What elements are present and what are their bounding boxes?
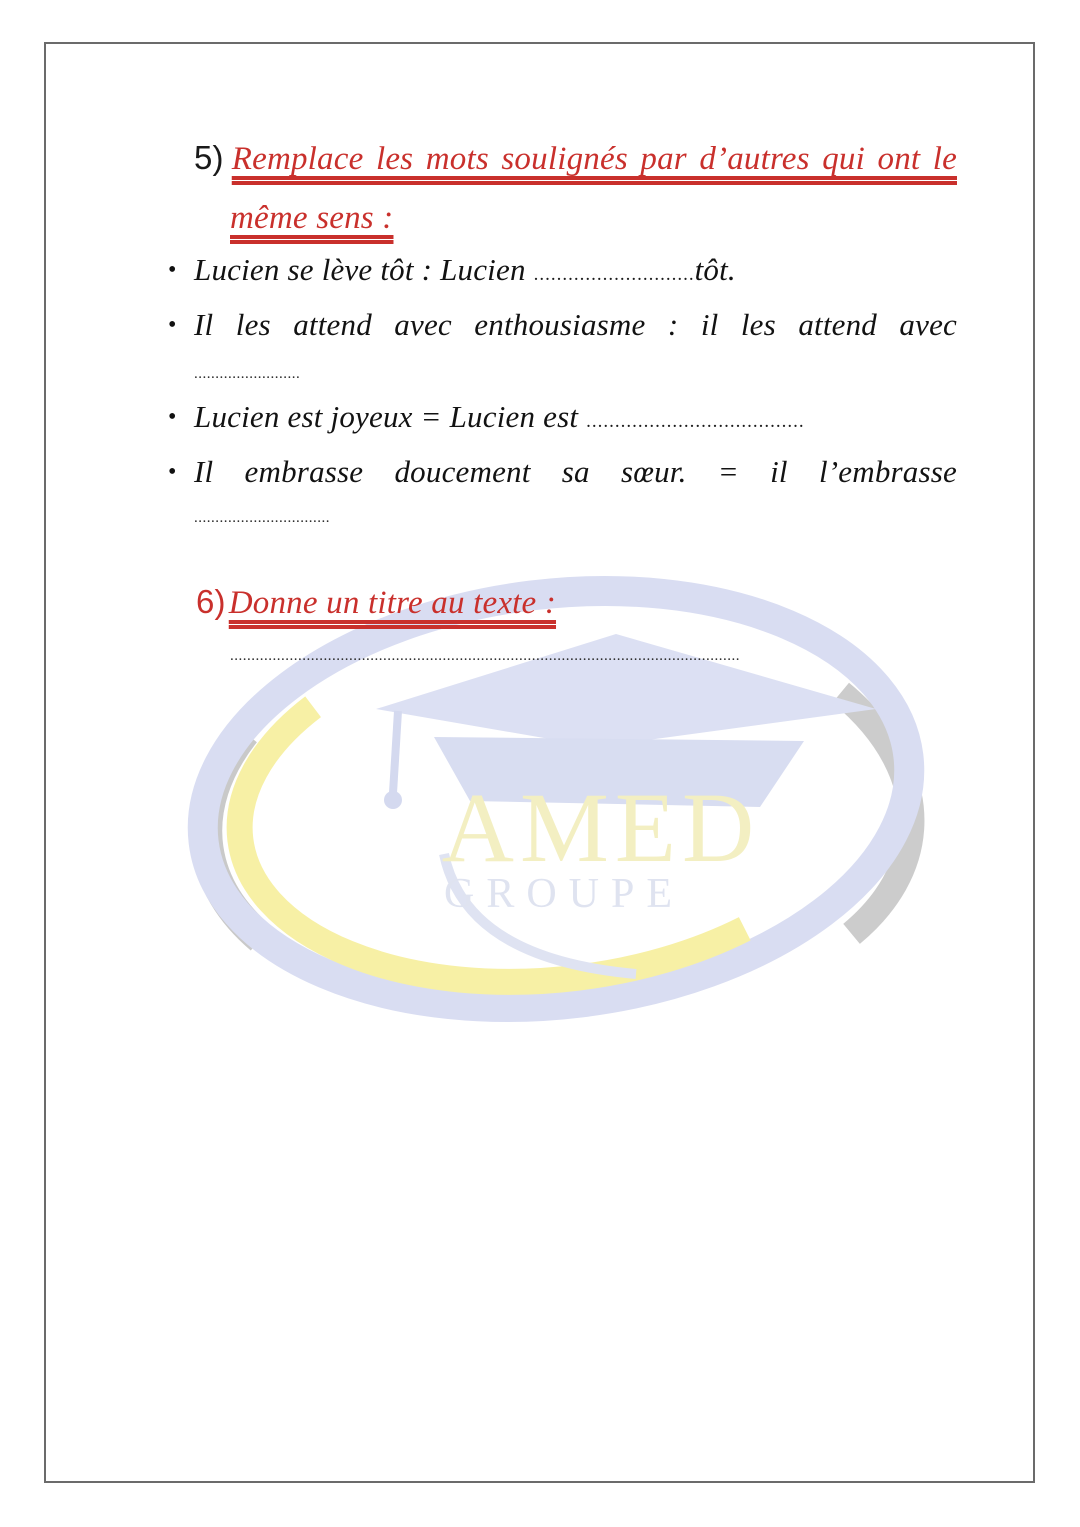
bullet1-text-end: tôt. [694, 252, 736, 287]
watermark-subtitle-text: GROUPE [443, 871, 685, 917]
bullet4-answer-line: ................................ [194, 510, 330, 526]
exercise5-number: 5) [194, 139, 224, 176]
bullet-marker: • [168, 312, 177, 338]
bullet-item-3 [194, 395, 805, 439]
exercise5-heading-line2 [230, 196, 393, 240]
exercise6-title: Donne un titre au texte : [228, 585, 557, 621]
bullet-marker: • [168, 404, 177, 430]
exercise6-number: 6) [196, 583, 226, 620]
bullet1-text: Lucien se lève tôt : Lucien [194, 252, 534, 287]
exercise5-heading-line1 [194, 136, 957, 180]
exercise6-answer-line: ........................................................................................................................ [230, 648, 740, 664]
exercise6-heading [196, 580, 556, 624]
page-border-frame [44, 42, 1035, 1483]
bullet2-text: Il les attend avec enthousiasme : il les attend avec [194, 307, 957, 342]
bullet-item-4 [194, 450, 957, 494]
bullet1-answer-dots: ............................ [533, 264, 695, 285]
bullet-marker: • [168, 459, 177, 485]
bullet-marker: • [168, 257, 177, 283]
watermark-logo [176, 569, 936, 1029]
bullet3-text: Lucien est joyeux = Lucien est [194, 399, 587, 434]
bullet-item-2 [194, 303, 957, 347]
bullet3-answer-dots: ...................................... [586, 411, 805, 432]
exercise5-title-line2: même sens : [230, 200, 394, 236]
bullet-item-1 [194, 248, 736, 292]
bullet2-answer-line: ......................... [194, 366, 301, 382]
exercise5-title-line1: Remplace les mots soulignés par d’autres qui ont le [231, 141, 957, 177]
watermark-brand-text: AMED [441, 772, 761, 883]
bullet4-text: Il embrasse doucement sa sœur. = il l’embrasse [194, 454, 957, 489]
